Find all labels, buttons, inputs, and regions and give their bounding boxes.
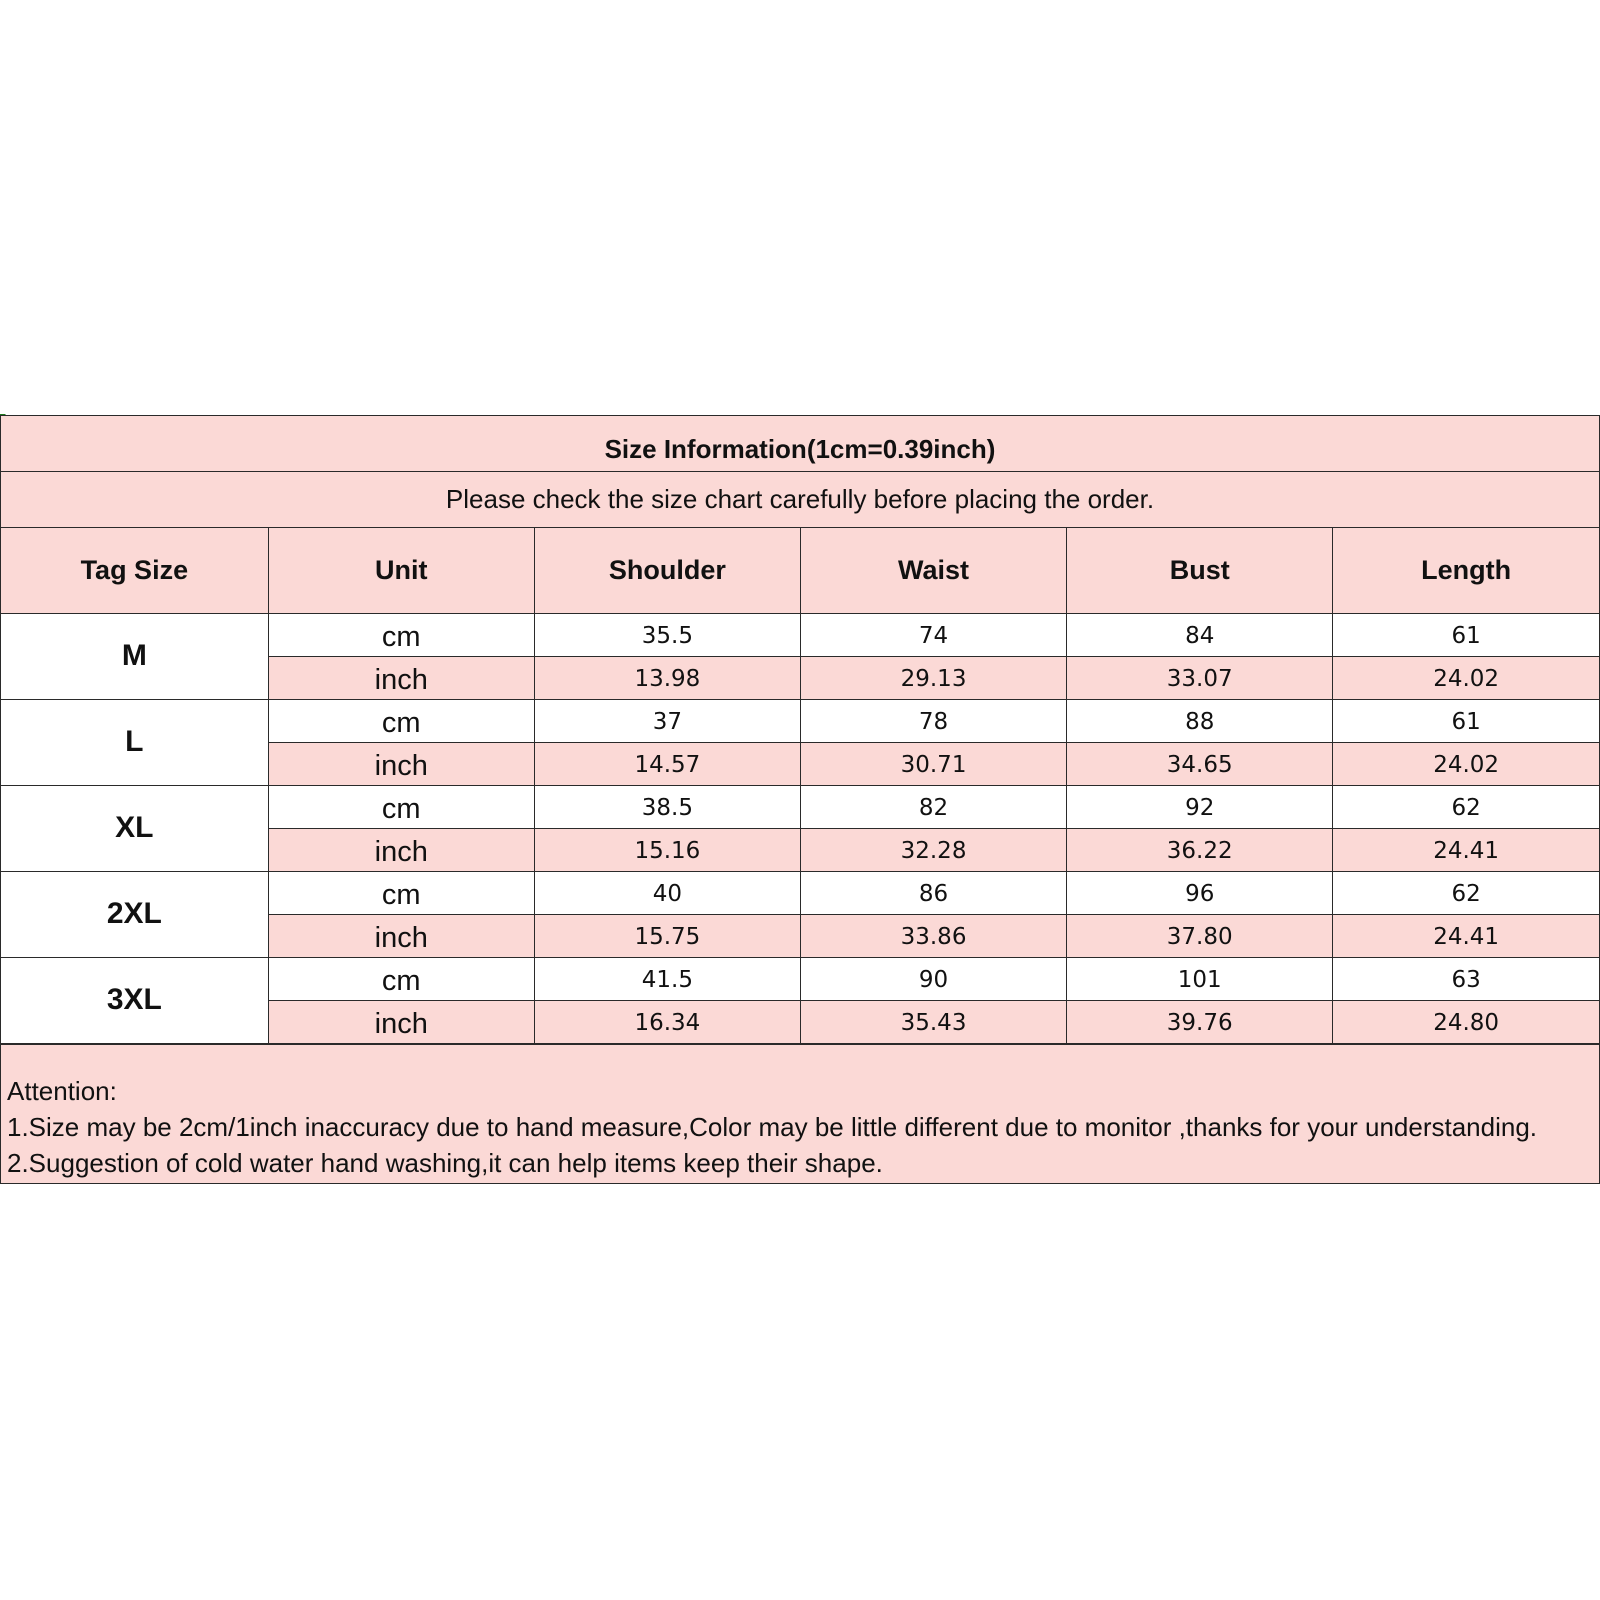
header-bust: Bust: [1067, 528, 1333, 613]
header-tag-size: Tag Size: [1, 528, 268, 613]
unit-cell: inch: [268, 742, 534, 785]
attention-notes: [1, 1044, 1599, 1183]
header-length: Length: [1333, 528, 1599, 613]
bust-value: 37.80: [1067, 914, 1333, 957]
bust-value: 92: [1067, 785, 1333, 828]
shoulder-value: 41.5: [534, 957, 800, 1000]
unit-cell: cm: [268, 871, 534, 914]
shoulder-value: 37: [534, 699, 800, 742]
bust-value: 88: [1067, 699, 1333, 742]
unit-cell: cm: [268, 957, 534, 1000]
bust-value: 84: [1067, 613, 1333, 656]
attention-heading: Attention:: [7, 1075, 117, 1106]
unit-cell: inch: [268, 1000, 534, 1043]
bust-value: 96: [1067, 871, 1333, 914]
shoulder-value: 15.75: [534, 914, 800, 957]
shoulder-value: 13.98: [534, 656, 800, 699]
unit-cell: inch: [268, 656, 534, 699]
tag-size-cell: L: [1, 699, 268, 785]
attention-line: 1.Size may be 2cm/1inch inaccuracy due to hand measure,Color may be little different due to monitor ,thanks for your understanding.: [7, 1111, 1538, 1142]
bust-value: 39.76: [1067, 1000, 1333, 1043]
waist-value: 32.28: [800, 828, 1066, 871]
waist-value: 33.86: [800, 914, 1066, 957]
unit-cell: inch: [268, 914, 534, 957]
header-shoulder: Shoulder: [534, 528, 800, 613]
unit-cell: inch: [268, 828, 534, 871]
attention-line: 2.Suggestion of cold water hand washing,it can help items keep their shape.: [7, 1147, 883, 1178]
chart-notice: Please check the size chart carefully before placing the order.: [1, 472, 1599, 528]
waist-value: 74: [800, 613, 1066, 656]
tag-size-cell: XL: [1, 785, 268, 871]
waist-value: 82: [800, 785, 1066, 828]
bust-value: 101: [1067, 957, 1333, 1000]
tag-size-cell: 3XL: [1, 957, 268, 1043]
length-value: 24.02: [1333, 656, 1599, 699]
table-row: [1, 871, 1599, 914]
size-table: [1, 528, 1599, 1044]
chart-title: Size Information(1cm=0.39inch): [1, 416, 1599, 472]
waist-value: 86: [800, 871, 1066, 914]
length-value: 61: [1333, 613, 1599, 656]
length-value: 24.41: [1333, 828, 1599, 871]
table-row: [1, 957, 1599, 1000]
length-value: 63: [1333, 957, 1599, 1000]
waist-value: 90: [800, 957, 1066, 1000]
length-value: 62: [1333, 785, 1599, 828]
length-value: 24.41: [1333, 914, 1599, 957]
table-row: [1, 699, 1599, 742]
header-unit: Unit: [268, 528, 534, 613]
shoulder-value: 40: [534, 871, 800, 914]
waist-value: 30.71: [800, 742, 1066, 785]
unit-cell: cm: [268, 785, 534, 828]
tag-size-cell: M: [1, 613, 268, 699]
size-chart: [0, 415, 1600, 1184]
shoulder-value: 35.5: [534, 613, 800, 656]
bust-value: 34.65: [1067, 742, 1333, 785]
waist-value: 78: [800, 699, 1066, 742]
length-value: 61: [1333, 699, 1599, 742]
shoulder-value: 38.5: [534, 785, 800, 828]
table-row: [1, 785, 1599, 828]
table-row: [1, 613, 1599, 656]
header-row: [1, 528, 1599, 613]
waist-value: 29.13: [800, 656, 1066, 699]
length-value: 24.02: [1333, 742, 1599, 785]
header-waist: Waist: [800, 528, 1066, 613]
tag-size-cell: 2XL: [1, 871, 268, 957]
unit-cell: cm: [268, 699, 534, 742]
shoulder-value: 14.57: [534, 742, 800, 785]
length-value: 62: [1333, 871, 1599, 914]
length-value: 24.80: [1333, 1000, 1599, 1043]
waist-value: 35.43: [800, 1000, 1066, 1043]
shoulder-value: 16.34: [534, 1000, 800, 1043]
bust-value: 36.22: [1067, 828, 1333, 871]
unit-cell: cm: [268, 613, 534, 656]
bust-value: 33.07: [1067, 656, 1333, 699]
shoulder-value: 15.16: [534, 828, 800, 871]
